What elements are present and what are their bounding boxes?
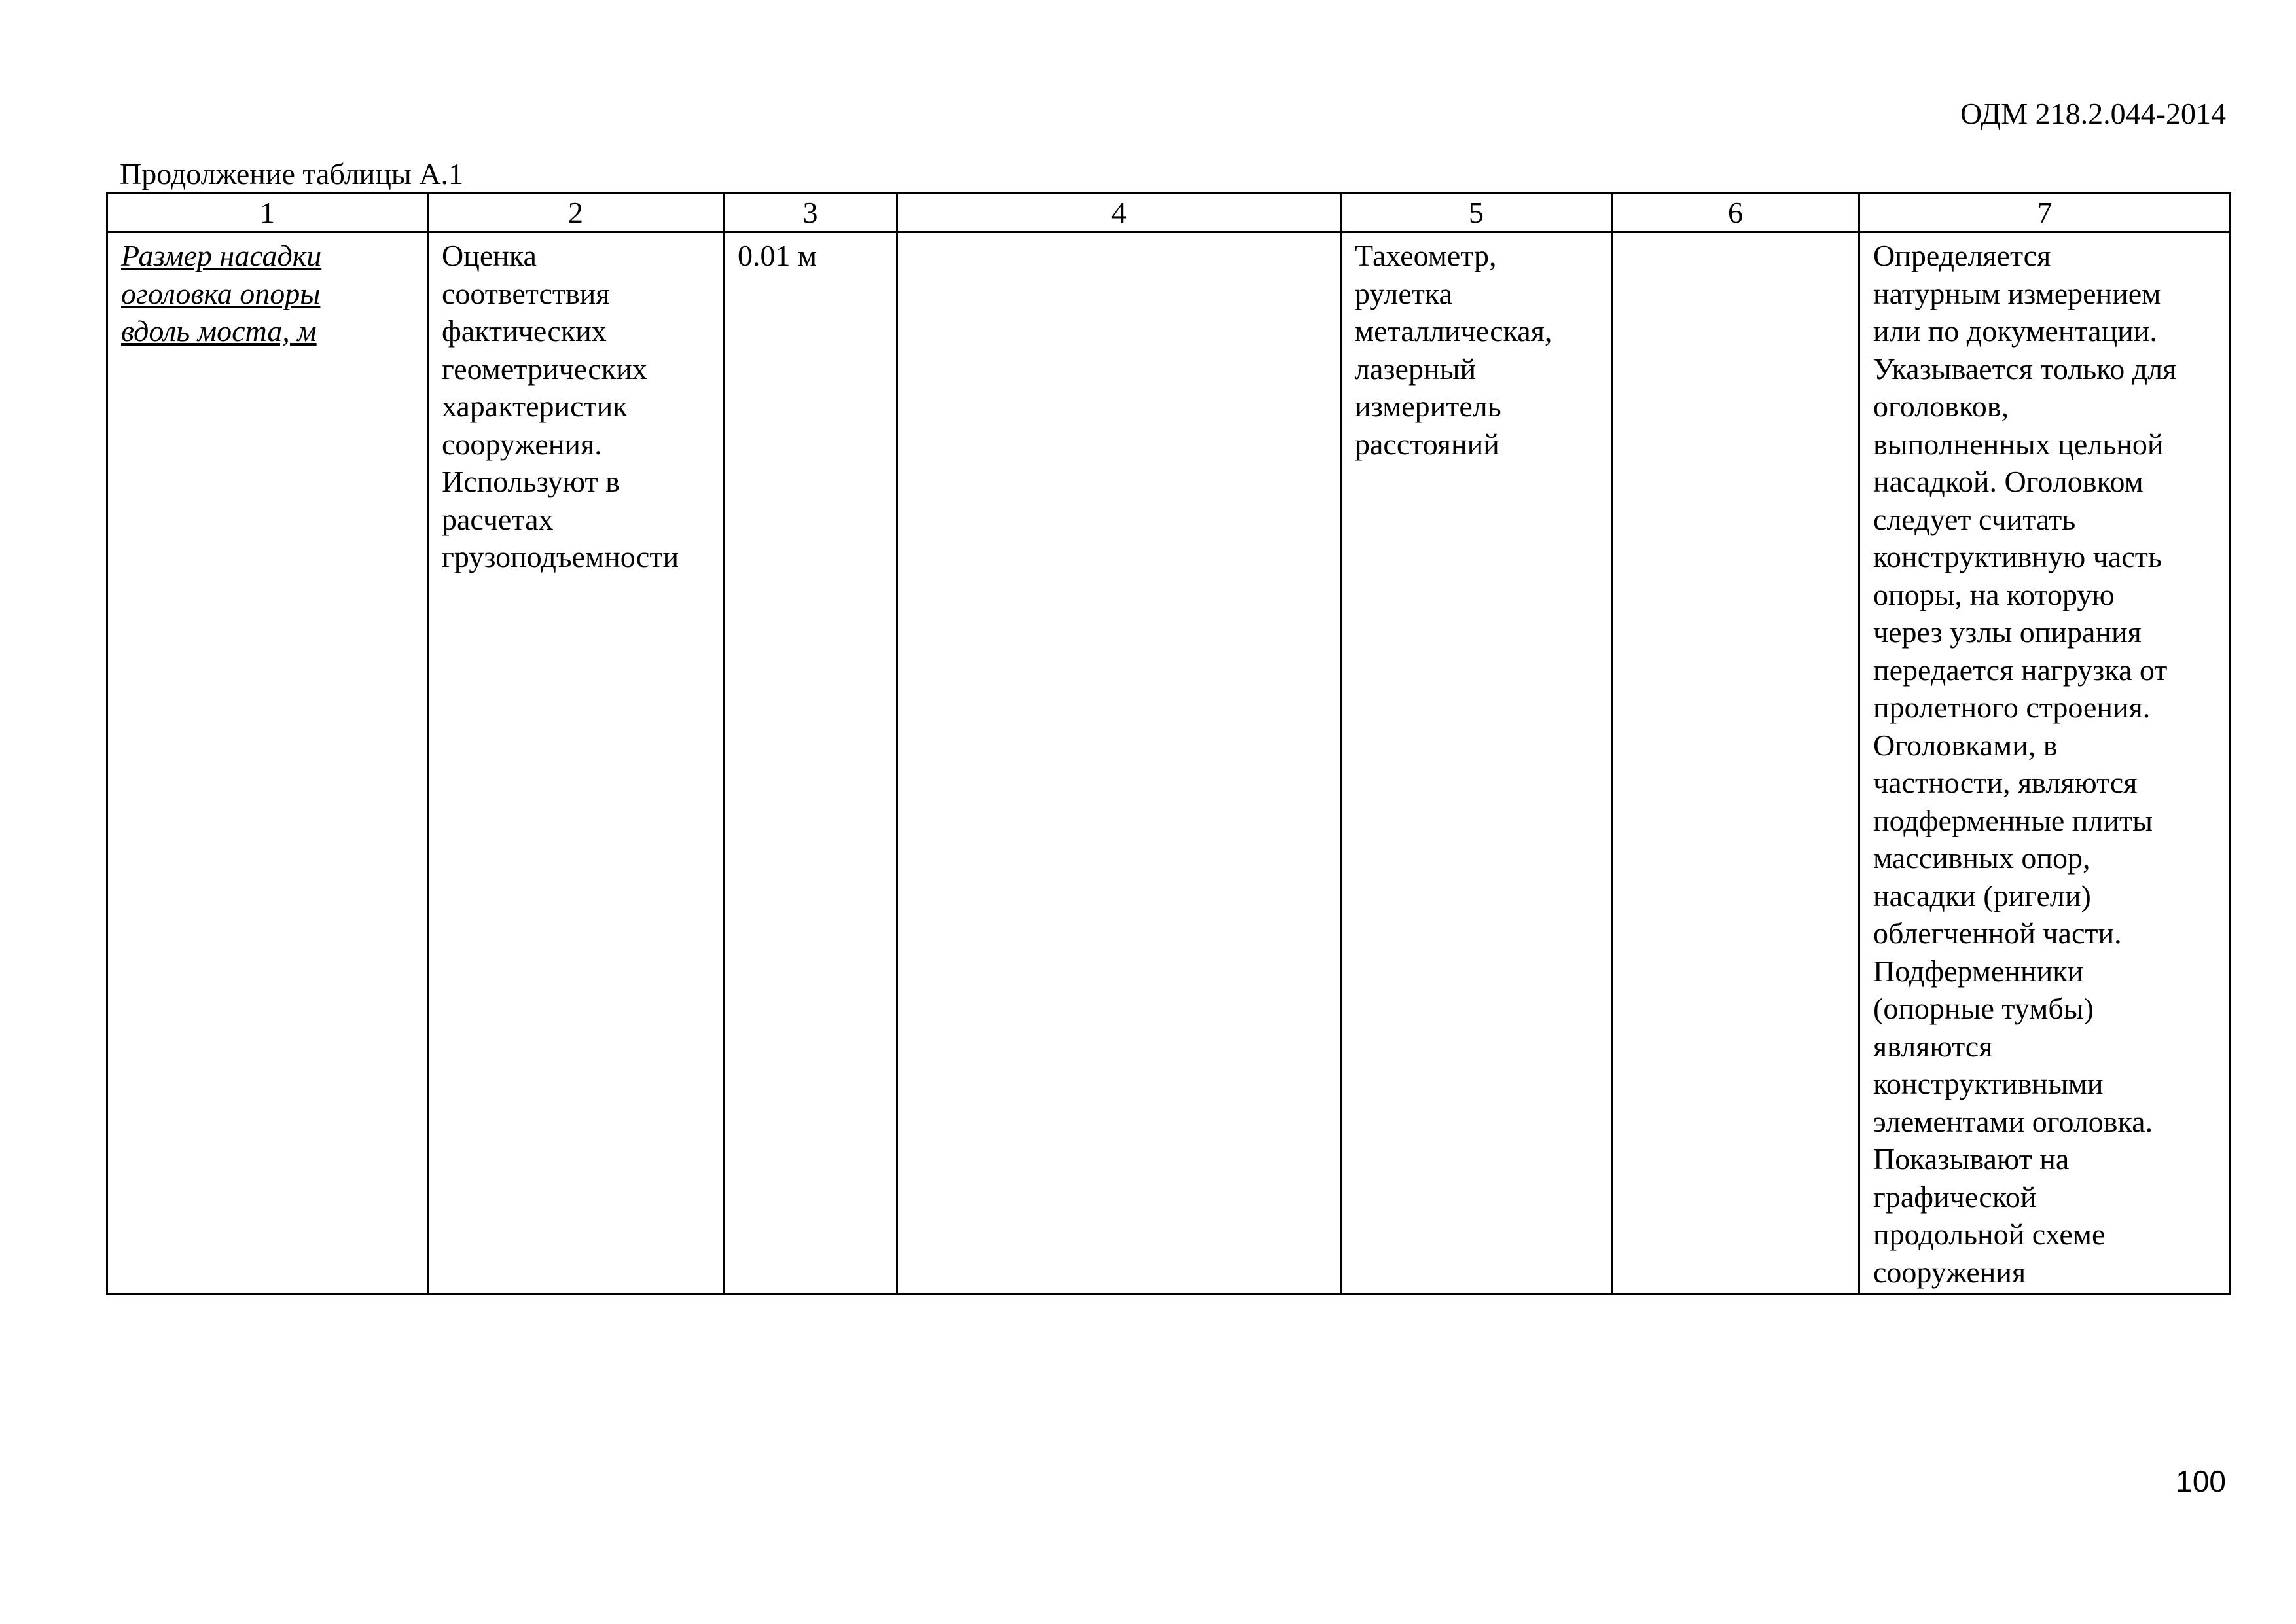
cell-accuracy <box>724 232 897 1295</box>
accuracy-text: 0.01 м <box>738 239 817 272</box>
cell-column-6 <box>1612 232 1859 1295</box>
table-caption: Продолжение таблицы А.1 <box>120 157 464 190</box>
column-header-2: 2 <box>428 194 724 232</box>
notes-text: Определяется натурным измерением или по документации. Указывается только для оголовков, выполненных цельной насадкой. Оголовком следует считать конструктивную часть опоры, на которую через узлы опирания передается нагрузка от пролетного строения. Оголовками, в частности, являются подферменные плиты массивных опор, насадки (ригели) облегченной части. Подферменники (опорные тумбы) являются конструктивными элементами оголовка. Показывают на графической продольной схеме сооружения <box>1873 239 2177 1289</box>
parameter-name: Размер насадки оголовка опоры вдоль моста, м <box>121 239 322 348</box>
purpose-text: Оценка соответствия фактических геометрических характеристик сооружения. Используют в расчетах грузоподъемности <box>442 239 679 573</box>
page-number: 100 <box>2176 1464 2226 1498</box>
cell-column-4 <box>897 232 1341 1295</box>
table-row <box>107 232 2231 1295</box>
column-header-1: 1 <box>107 194 428 232</box>
cell-purpose <box>428 232 724 1295</box>
column-header-4: 4 <box>897 194 1341 232</box>
column-4-text <box>898 233 1340 237</box>
cell-parameter <box>107 232 428 1295</box>
column-header-7: 7 <box>1859 194 2231 232</box>
column-6-text <box>1613 233 1858 237</box>
column-header-5: 5 <box>1341 194 1612 232</box>
cell-notes <box>1859 232 2231 1295</box>
column-header-6: 6 <box>1612 194 1859 232</box>
cell-instruments <box>1341 232 1612 1295</box>
header-row <box>107 194 2231 232</box>
column-header-3: 3 <box>724 194 897 232</box>
document-code: ОДМ 218.2.044-2014 <box>1960 97 2226 130</box>
instruments-text: Тахеометр, рулетка металлическая, лазерный измеритель расстояний <box>1355 239 1552 461</box>
data-table <box>106 192 2231 1295</box>
